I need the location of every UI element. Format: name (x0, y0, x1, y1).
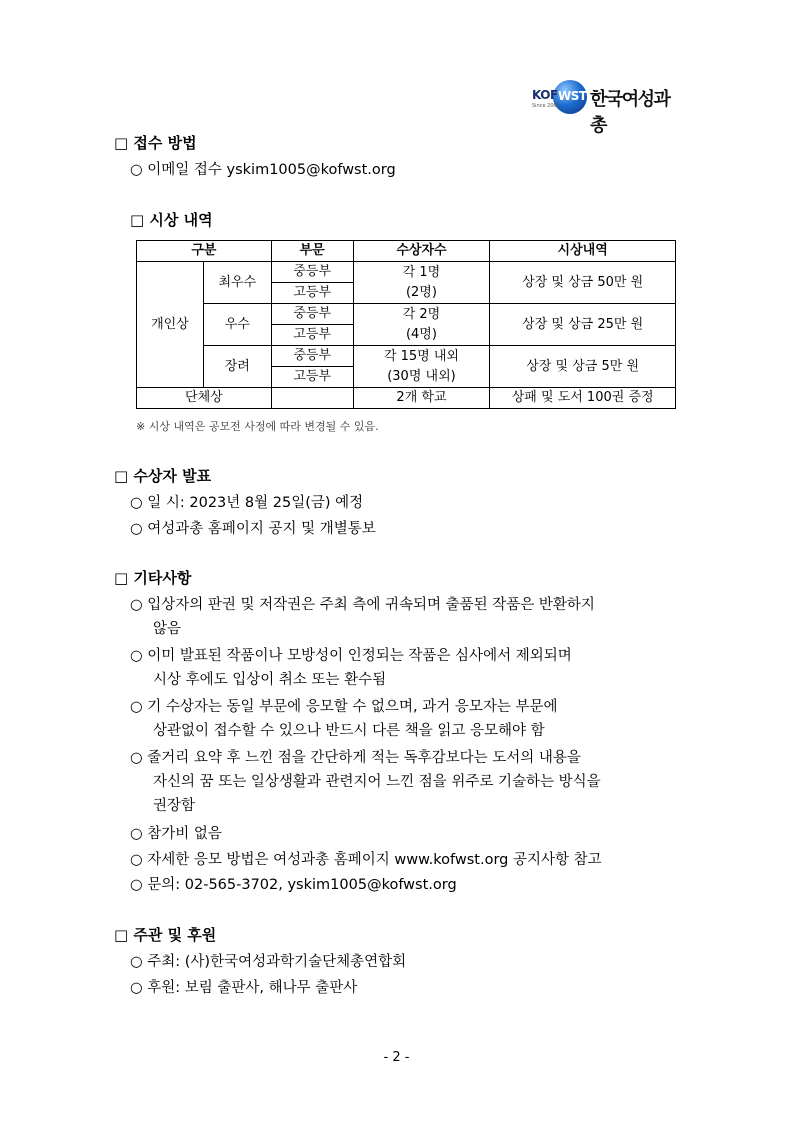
tier-label: 우수 (203, 304, 271, 346)
group-prize: 상패 및 도서 100권 증정 (490, 388, 676, 409)
division-cell: 고등부 (271, 325, 353, 346)
misc-item-line: ○ 기 수상자는 동일 부문에 응모할 수 없으며, 과거 응모자는 부문에 (130, 699, 558, 715)
misc-item-line: ○ 자세한 응모 방법은 여성과총 홈페이지 www.kofwst.org 공지사항 참고 (130, 852, 602, 868)
section-title-awards: □ 시상 내역 (130, 211, 213, 229)
division-cell: 중등부 (271, 262, 353, 283)
group-division (271, 388, 353, 409)
misc-item-line: 시상 후에도 입상이 취소 또는 환수됨 (153, 672, 387, 688)
organizer-item: ○ 주최: (사)한국여성과학기술단체총연합회 (130, 954, 407, 970)
group-label: 단체상 (137, 388, 272, 409)
division-cell: 중등부 (271, 346, 353, 367)
division-cell: 고등부 (271, 367, 353, 388)
misc-item-line: 자신의 꿈 또는 일상생활과 관련지어 느낀 점을 위주로 기술하는 방식을 (153, 774, 601, 790)
count-cell (353, 304, 490, 346)
count-total: (30명 내외) (387, 368, 456, 384)
page-number: - 2 - (383, 1050, 410, 1065)
prize-cell: 상장 및 상금 5만 원 (490, 346, 676, 388)
misc-item-line: 않음 (153, 621, 182, 637)
section-title-submission: □ 접수 방법 (114, 134, 197, 152)
misc-item-line: ○ 참가비 없음 (130, 826, 222, 842)
announcement-item: ○ 일 시: 2023년 8월 25일(금) 예정 (130, 495, 364, 511)
header-category: 구분 (137, 241, 272, 262)
tier-label: 최우수 (203, 262, 271, 304)
misc-item-line: 권장함 (153, 798, 196, 814)
kofwst-logo (532, 80, 682, 136)
awards-table (136, 240, 676, 409)
table-row (137, 388, 676, 409)
header-division: 부문 (271, 241, 353, 262)
table-header-row (137, 241, 676, 262)
logo-wst-text: WST (558, 89, 587, 103)
logo-kof-text: KOF (532, 88, 558, 102)
count-line: 각 15명 내외 (383, 348, 459, 364)
table-row (137, 262, 676, 283)
count-line: 각 1명 (402, 264, 441, 280)
awards-note: ※ 시상 내역은 공모전 사정에 따라 변경될 수 있음. (136, 420, 379, 433)
tier-label: 장려 (203, 346, 271, 388)
section-title-organizers: □ 주관 및 후원 (114, 926, 217, 944)
individual-label: 개인상 (137, 262, 204, 388)
table-row (137, 346, 676, 367)
table-row (137, 304, 676, 325)
logo-since-text: Since 2005 (532, 103, 560, 109)
division-cell: 중등부 (271, 304, 353, 325)
division-cell: 고등부 (271, 283, 353, 304)
count-total: (4명) (405, 326, 437, 342)
count-cell (353, 262, 490, 304)
prize-cell: 상장 및 상금 25만 원 (490, 304, 676, 346)
count-total: (2명) (405, 284, 437, 300)
organizer-item: ○ 후원: 보림 출판사, 해나무 출판사 (130, 980, 358, 996)
header-count: 수상자수 (353, 241, 490, 262)
announcement-item: ○ 여성과총 홈페이지 공지 및 개별통보 (130, 521, 376, 537)
misc-item-line: ○ 문의: 02-565-3702, yskim1005@kofwst.org (130, 877, 457, 893)
submission-item: ○ 이메일 접수 yskim1005@kofwst.org (130, 162, 396, 178)
misc-item-line: ○ 입상자의 판권 및 저작권은 주최 측에 귀속되며 출품된 작품은 반환하지 (130, 597, 595, 613)
prize-cell: 상장 및 상금 50만 원 (490, 262, 676, 304)
count-cell (353, 346, 490, 388)
logo-name: 한국여성과총 (590, 89, 670, 136)
misc-item-line: ○ 줄거리 요약 후 느낀 점을 간단하게 적는 독후감보다는 도서의 내용을 (130, 750, 581, 766)
count-line: 각 2명 (402, 306, 441, 322)
section-title-announcement: □ 수상자 발표 (114, 467, 212, 485)
misc-item-line: ○ 이미 발표된 작품이나 모방성이 인정되는 작품은 심사에서 제외되며 (130, 648, 572, 664)
misc-item-line: 상관없이 접수할 수 있으나 반드시 다른 책을 읽고 응모해야 함 (153, 723, 545, 739)
section-title-misc: □ 기타사항 (114, 569, 192, 587)
group-count: 2개 학교 (353, 388, 490, 409)
header-prize: 시상내역 (490, 241, 676, 262)
